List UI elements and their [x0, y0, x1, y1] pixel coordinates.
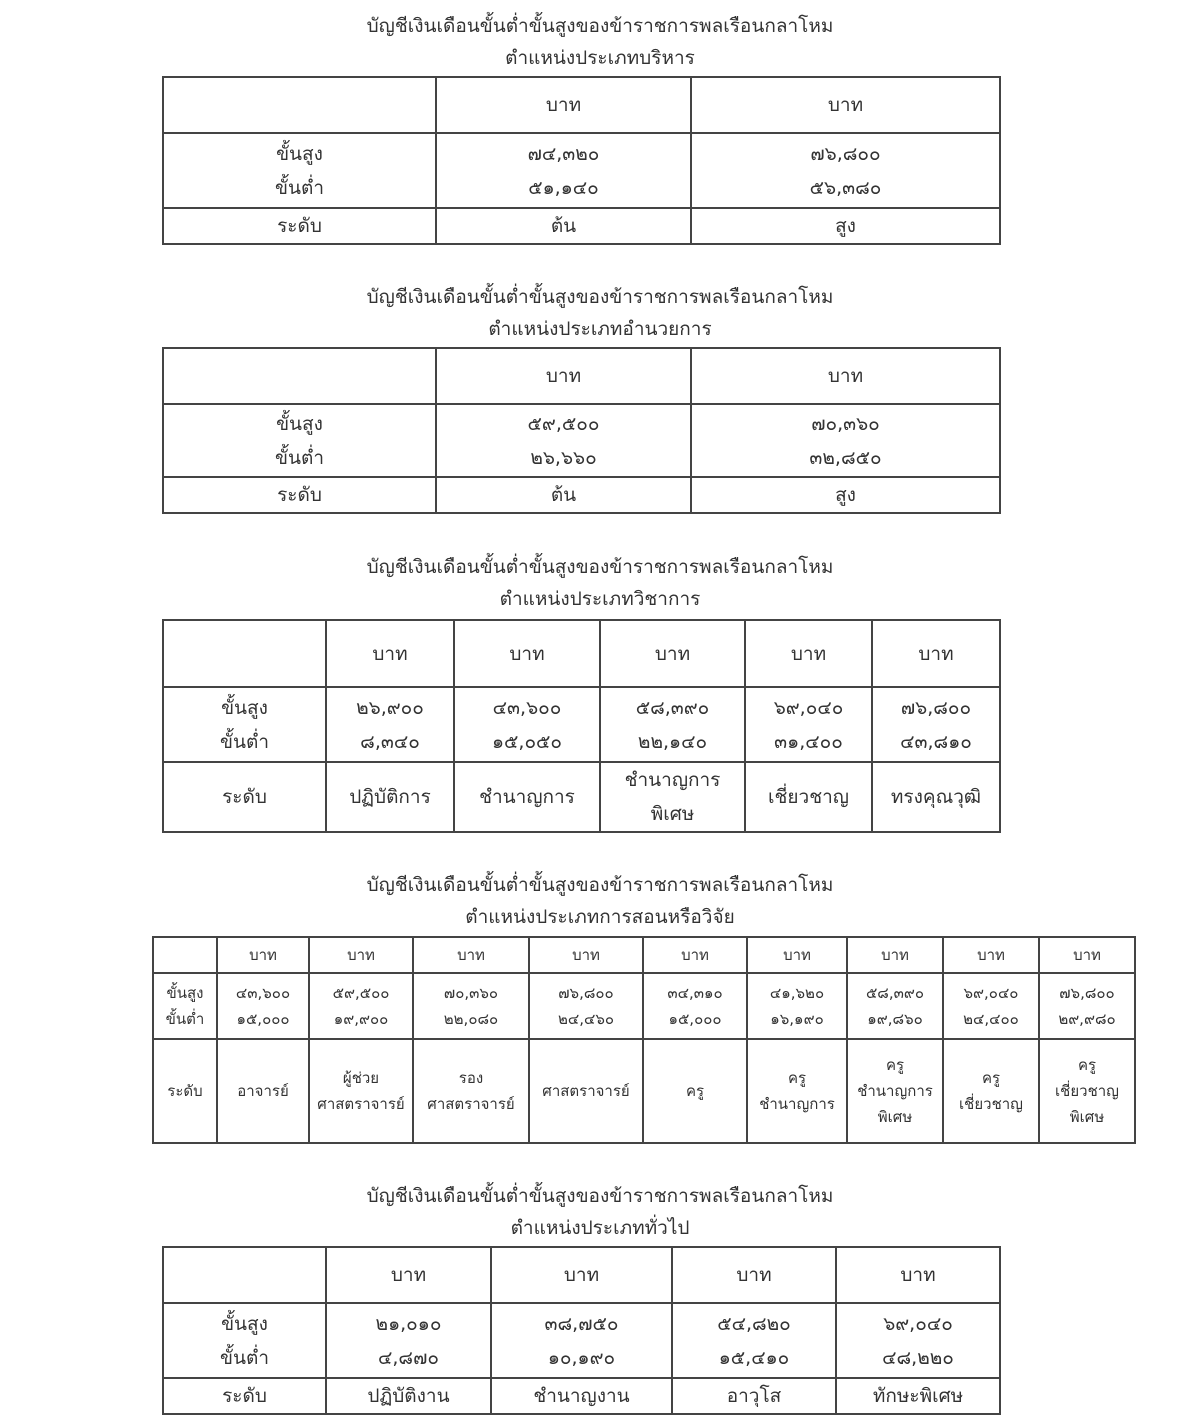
unit-header: บาท [747, 937, 847, 973]
salary-table-executive [162, 76, 1001, 245]
min-label: ขั้นต่ำ [165, 1010, 205, 1028]
level-line-3: พิเศษ [1069, 1108, 1105, 1126]
level-value-cell [943, 1039, 1039, 1143]
unit-header: บาท [847, 937, 943, 973]
salary-cell [691, 133, 1000, 208]
unit-header: บาท [691, 348, 1000, 404]
level-value: ทรงคุณวุฒิ [872, 762, 1000, 832]
unit-header: บาท [326, 620, 454, 687]
section-5-heading: บัญชีเงินเดือนขั้นต่ำขั้นสูงของข้าราชการพลเรือนกลาโหม [366, 1185, 834, 1207]
min-value: ๑๕,๐๐๐ [668, 1010, 722, 1028]
max-value: ๕๙,๕๐๐ [527, 412, 600, 435]
unit-header: บาท [643, 937, 747, 973]
salary-cell [943, 973, 1039, 1039]
unit-header: บาท [436, 77, 691, 133]
unit-header: บาท [872, 620, 1000, 687]
salary-cell [672, 1303, 836, 1378]
level-value-cell [1039, 1039, 1135, 1143]
min-value: ๒๙,๙๘๐ [1058, 1010, 1116, 1028]
unit-header: บาท [691, 77, 1000, 133]
unit-header: บาท [745, 620, 872, 687]
salary-cell [413, 973, 529, 1039]
max-value: ๓๔,๓๑๐ [667, 984, 723, 1002]
unit-header: บาท [600, 620, 745, 687]
max-value: ๒๖,๙๐๐ [356, 696, 424, 719]
max-value: ๕๘,๓๙๐ [635, 696, 710, 719]
unit-header: บาท [836, 1247, 1000, 1303]
section-1-heading: บัญชีเงินเดือนขั้นต่ำขั้นสูงของข้าราชการพลเรือนกลาโหม [366, 15, 834, 37]
max-value: ๔๓,๖๐๐ [492, 696, 562, 719]
level-line-1: ครู [685, 1082, 705, 1100]
section-4-subheading: ตำแหน่งประเภทการสอนหรือวิจัย [465, 906, 735, 928]
level-line-1: ชำนาญการ [624, 769, 721, 791]
level-line-2: ศาสตราจารย์ [427, 1095, 515, 1113]
level-value: ปฏิบัติงาน [326, 1378, 491, 1414]
salary-table-teaching-research [152, 936, 1136, 1144]
level-line-1: ครู [981, 1069, 1001, 1087]
max-value: ๗๐,๓๖๐ [811, 412, 880, 435]
max-label: ขั้นสูง [221, 696, 268, 719]
min-label: ขั้นต่ำ [275, 176, 324, 199]
salary-table-general [162, 1246, 1001, 1415]
level-value: ปฏิบัติการ [326, 762, 454, 832]
salary-cell [529, 973, 643, 1039]
level-value-cell [643, 1039, 747, 1143]
salary-cell [326, 687, 454, 762]
max-value: ๖๙,๐๔๐ [883, 1312, 953, 1335]
min-label: ขั้นต่ำ [220, 730, 269, 753]
max-label: ขั้นสูง [166, 984, 204, 1002]
section-2-subheading: ตำแหน่งประเภทอำนวยการ [488, 318, 712, 340]
salary-cell [847, 973, 943, 1039]
section-3-heading: บัญชีเงินเดือนขั้นต่ำขั้นสูงของข้าราชการพลเรือนกลาโหม [366, 556, 834, 578]
salary-cell [600, 687, 745, 762]
max-min-label-cell [163, 687, 326, 762]
unit-header: บาท [1039, 937, 1135, 973]
level-value: ต้น [436, 208, 691, 244]
level-line-1: รอง [458, 1069, 484, 1087]
level-line-2: เชี่ยวชาญ [959, 1095, 1023, 1113]
section-5-subheading: ตำแหน่งประเภททั่วไป [510, 1217, 690, 1239]
level-line-1: อาจารย์ [237, 1082, 289, 1100]
max-min-label-cell [153, 973, 217, 1039]
level-line-2: ชำนาญการ [759, 1095, 835, 1113]
salary-table-managerial [162, 347, 1001, 514]
level-value: ต้น [436, 477, 691, 513]
level-label: ระดับ [153, 1039, 217, 1143]
section-3-title [0, 551, 1200, 615]
salary-cell [309, 973, 413, 1039]
max-label: ขั้นสูง [221, 1312, 268, 1335]
salary-table-academic [162, 619, 1001, 833]
max-value: ๔๑,๖๒๐ [769, 984, 825, 1002]
unit-header: บาท [943, 937, 1039, 973]
min-value: ๑๕,๐๕๐ [491, 730, 563, 753]
max-value: ๒๑,๐๑๐ [375, 1312, 442, 1335]
max-value: ๖๙,๐๔๐ [773, 696, 844, 719]
max-value: ๗๖,๘๐๐ [900, 696, 972, 719]
section-4-heading: บัญชีเงินเดือนขั้นต่ำขั้นสูงของข้าราชการพลเรือนกลาโหม [366, 874, 834, 896]
level-label: ระดับ [163, 208, 436, 244]
min-value: ๓๒,๘๕๐ [809, 446, 882, 469]
level-value-cell [529, 1039, 643, 1143]
section-4-title [0, 869, 1200, 933]
salary-cell [217, 973, 309, 1039]
header-empty-cell [163, 620, 326, 687]
min-value: ๕๖,๓๘๐ [809, 176, 882, 199]
level-value: สูง [691, 208, 1000, 244]
section-5-title [0, 1180, 1200, 1244]
max-min-label-cell [163, 1303, 326, 1378]
unit-header: บาท [309, 937, 413, 973]
unit-header: บาท [413, 937, 529, 973]
min-value: ๔๘,๒๒๐ [882, 1346, 954, 1369]
salary-cell [436, 404, 691, 477]
level-value-cell [217, 1039, 309, 1143]
unit-header: บาท [491, 1247, 672, 1303]
level-label: ระดับ [163, 762, 326, 832]
min-value: ๒๒,๑๔๐ [637, 730, 708, 753]
level-value-cell [847, 1039, 943, 1143]
section-1-subheading: ตำแหน่งประเภทบริหาร [505, 47, 695, 69]
salary-cell [745, 687, 872, 762]
level-value: ชำนาญการ [454, 762, 600, 832]
header-empty-cell [163, 348, 436, 404]
max-value: ๓๘,๗๕๐ [544, 1312, 619, 1335]
min-value: ๑๙,๙๐๐ [333, 1010, 389, 1028]
min-label: ขั้นต่ำ [275, 446, 324, 469]
level-value: ชำนาญงาน [491, 1378, 672, 1414]
min-value: ๒๔,๔๐๐ [963, 1010, 1019, 1028]
max-min-label-cell [163, 404, 436, 477]
unit-header: บาท [529, 937, 643, 973]
salary-cell [643, 973, 747, 1039]
level-line-2: พิเศษ [650, 803, 695, 825]
salary-cell [872, 687, 1000, 762]
max-value: ๕๘,๓๙๐ [865, 984, 925, 1002]
level-value-cell [309, 1039, 413, 1143]
header-empty-cell [153, 937, 217, 973]
max-value: ๗๖,๘๐๐ [810, 142, 881, 165]
level-value: ทักษะพิเศษ [836, 1378, 1000, 1414]
level-label: ระดับ [163, 1378, 326, 1414]
min-value: ๒๖,๖๖๐ [530, 446, 597, 469]
level-value-cell [747, 1039, 847, 1143]
level-line-2: ชำนาญการ [857, 1082, 933, 1100]
salary-cell [454, 687, 600, 762]
salary-cell [691, 404, 1000, 477]
level-line-2: ศาสตราจารย์ [317, 1095, 405, 1113]
min-label: ขั้นต่ำ [220, 1346, 269, 1369]
level-line-2: เชี่ยวชาญ [1055, 1082, 1119, 1100]
max-min-label-cell [163, 133, 436, 208]
max-value: ๗๐,๓๖๐ [443, 984, 499, 1002]
header-empty-cell [163, 1247, 326, 1303]
min-value: ๑๕,๔๑๐ [718, 1346, 790, 1369]
max-value: ๔๓,๖๐๐ [235, 984, 291, 1002]
min-value: ๑๐,๑๙๐ [547, 1346, 616, 1369]
level-line-1: ครู [787, 1069, 807, 1087]
salary-cell [326, 1303, 491, 1378]
level-line-1: ครู [885, 1056, 905, 1074]
salary-cell [1039, 973, 1135, 1039]
unit-header: บาท [672, 1247, 836, 1303]
level-value-cell [413, 1039, 529, 1143]
min-value: ๑๙,๘๖๐ [867, 1010, 923, 1028]
max-value: ๕๙,๕๐๐ [332, 984, 390, 1002]
section-1-title [0, 10, 1200, 74]
max-label: ขั้นสูง [276, 412, 323, 435]
min-value: ๑๕,๐๐๐ [236, 1010, 290, 1028]
section-2-heading: บัญชีเงินเดือนขั้นต่ำขั้นสูงของข้าราชการพลเรือนกลาโหม [366, 286, 834, 308]
min-value: ๔,๘๗๐ [378, 1346, 439, 1369]
level-label: ระดับ [163, 477, 436, 513]
unit-header: บาท [326, 1247, 491, 1303]
max-label: ขั้นสูง [276, 142, 323, 165]
min-value: ๘,๓๔๐ [360, 730, 420, 753]
section-3-subheading: ตำแหน่งประเภทวิชาการ [499, 588, 701, 610]
max-value: ๕๔,๘๒๐ [717, 1312, 791, 1335]
min-value: ๓๑,๔๐๐ [774, 730, 843, 753]
salary-cell [836, 1303, 1000, 1378]
min-value: ๕๑,๑๔๐ [528, 176, 599, 199]
level-value: เชี่ยวชาญ [745, 762, 872, 832]
level-line-3: พิเศษ [877, 1108, 913, 1126]
min-value: ๒๒,๐๘๐ [443, 1010, 499, 1028]
unit-header: บาท [454, 620, 600, 687]
min-value: ๔๓,๘๑๐ [900, 730, 972, 753]
min-value: ๑๖,๑๙๐ [770, 1010, 824, 1028]
unit-header: บาท [436, 348, 691, 404]
header-empty-cell [163, 77, 436, 133]
max-value: ๗๖,๘๐๐ [1059, 984, 1115, 1002]
level-value: สูง [691, 477, 1000, 513]
section-2-title [0, 281, 1200, 345]
salary-cell [436, 133, 691, 208]
salary-cell [747, 973, 847, 1039]
max-value: ๖๙,๐๔๐ [963, 984, 1019, 1002]
level-line-1: ครู [1077, 1056, 1097, 1074]
min-value: ๒๔,๔๖๐ [557, 1010, 615, 1028]
level-line-1: ศาสตราจารย์ [542, 1082, 630, 1100]
level-value-cell [600, 762, 745, 832]
level-line-1: ผู้ช่วย [342, 1069, 380, 1087]
max-value: ๗๔,๓๒๐ [527, 142, 600, 165]
level-value: อาวุโส [672, 1378, 836, 1414]
salary-cell [491, 1303, 672, 1378]
unit-header: บาท [217, 937, 309, 973]
max-value: ๗๖,๘๐๐ [558, 984, 614, 1002]
